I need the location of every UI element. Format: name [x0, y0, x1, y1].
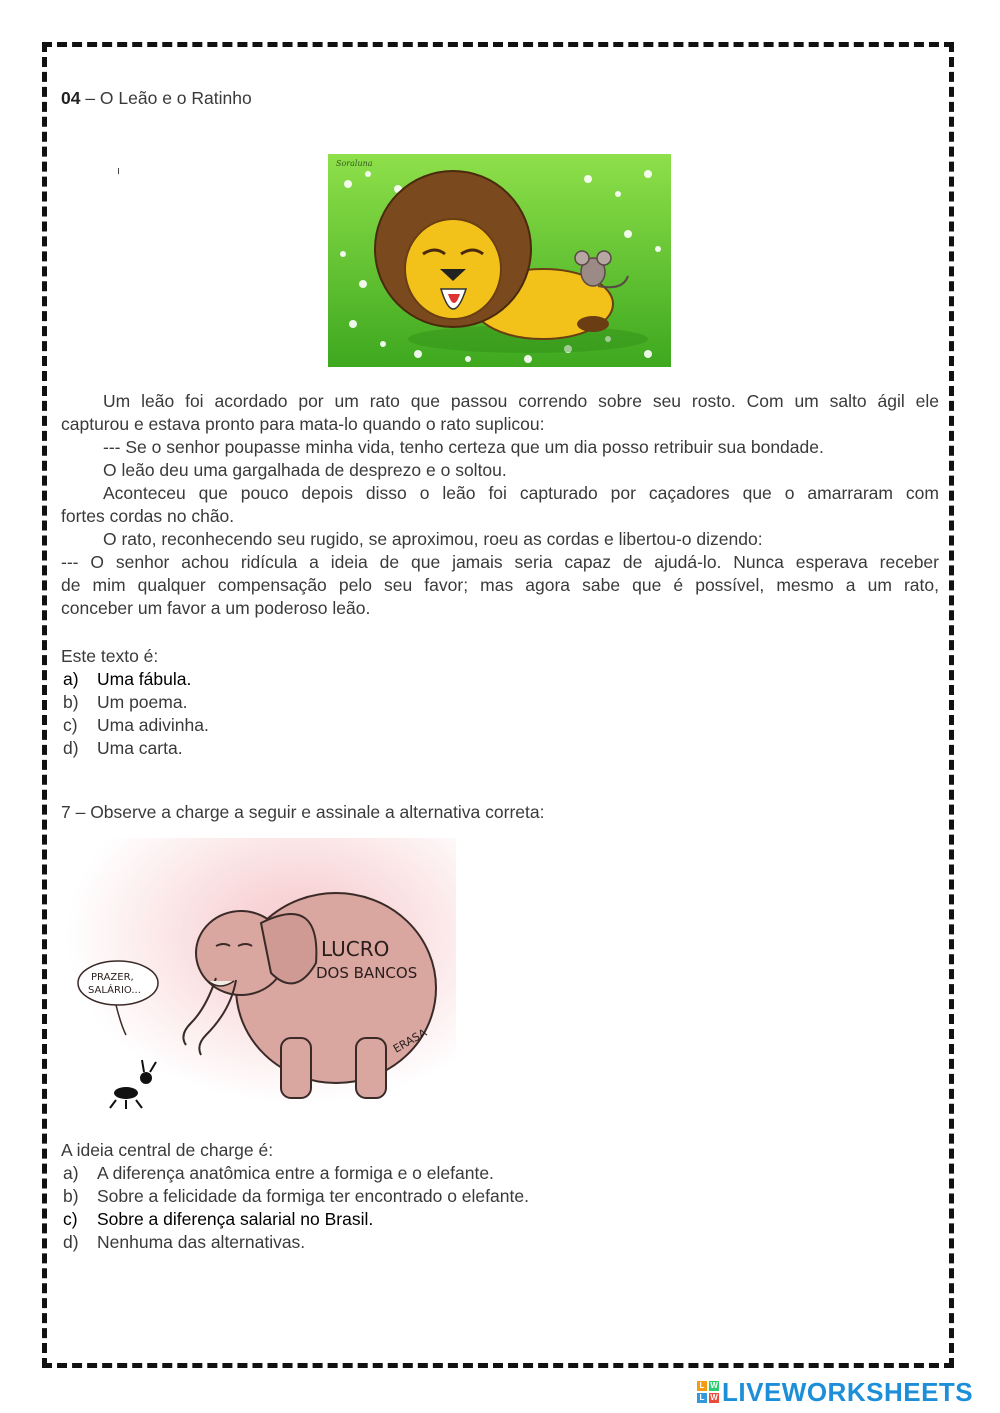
option-letter: d): [63, 738, 79, 758]
question-7-option-c[interactable]: [63, 1208, 373, 1231]
option-text: Uma carta.: [97, 738, 183, 758]
speech-line1: PRAZER,: [91, 972, 134, 983]
speech-line2: SALÁRIO...: [88, 985, 141, 996]
illustration-signature: Soraluna: [336, 159, 373, 168]
story-line: --- Se o senhor poupasse minha vida, tenho certeza que um dia posso retribuir sua bondade.: [103, 437, 824, 457]
question-4-prompt: Este texto é:: [61, 646, 159, 666]
option-text: Uma fábula.: [97, 669, 192, 689]
question-7-title: 7 – Observe a charge a seguir e assinale a alternativa correta:: [61, 802, 545, 822]
option-letter: c): [63, 1209, 78, 1229]
story-line: Um leão foi acordado por um rato que passou correndo sobre seu rosto. Com um salto ágil ele: [103, 391, 939, 411]
logo-text: LIVEWORKSHEETS: [722, 1376, 974, 1407]
story-line: fortes cordas no chão.: [61, 506, 235, 526]
question-4-option-d[interactable]: [63, 737, 183, 760]
question-7-option-a[interactable]: [63, 1162, 494, 1185]
question-4-number: 04: [61, 88, 81, 108]
elephant-cartoon: [66, 838, 456, 1118]
question-4-title: [61, 87, 252, 110]
elephant-label-line2: DOS BANCOS: [316, 964, 418, 982]
question-4-option-b[interactable]: [63, 691, 187, 714]
stray-mark: [118, 168, 119, 174]
story-line: --- O senhor achou ridícula a ideia de que jamais seria capaz de ajudá-lo. Nunca esperava receber: [61, 552, 939, 572]
story-line: Aconteceu que pouco depois disso o leão foi capturado por caçadores que o amarraram com: [103, 483, 939, 503]
story-line: de mim qualquer compensação pelo seu favor; mas agora sabe que é possível, mesmo a um rato,: [61, 575, 939, 595]
question-7-option-b[interactable]: [63, 1185, 529, 1208]
option-letter: c): [63, 715, 78, 735]
question-7-option-d[interactable]: [63, 1231, 305, 1254]
option-letter: a): [63, 1163, 79, 1183]
logo-grid-icon: L W L W: [697, 1381, 719, 1403]
story-line: O leão deu uma gargalhada de desprezo e o soltou.: [103, 460, 507, 480]
option-text: Um poema.: [97, 692, 188, 712]
story-line: conceber um favor a um poderoso leão.: [61, 598, 371, 618]
lion-and-mouse-illustration: [328, 154, 671, 367]
option-letter: d): [63, 1232, 79, 1252]
story-line: capturou e estava pronto para mata-lo quando o rato suplicou:: [61, 414, 545, 434]
option-text: A diferença anatômica entre a formiga e o elefante.: [97, 1163, 494, 1183]
cartoon-signature: ERASA: [391, 1026, 430, 1056]
story-line: O rato, reconhecendo seu rugido, se aproximou, roeu as cordas e libertou-o dizendo:: [103, 529, 763, 549]
question-4-title-text: – O Leão e o Ratinho: [80, 88, 252, 108]
option-letter: b): [63, 1186, 79, 1206]
option-text: Nenhuma das alternativas.: [97, 1232, 306, 1252]
elephant-label-line1: LUCRO: [321, 937, 390, 961]
option-letter: a): [63, 669, 79, 689]
liveworksheets-logo[interactable]: [697, 1378, 973, 1406]
question-7-prompt: A ideia central de charge é:: [61, 1140, 274, 1160]
question-4-option-c[interactable]: [63, 714, 209, 737]
option-text: Sobre a diferença salarial no Brasil.: [97, 1209, 374, 1229]
option-text: Uma adivinha.: [97, 715, 209, 735]
option-letter: b): [63, 692, 79, 712]
option-text: Sobre a felicidade da formiga ter encontrado o elefante.: [97, 1186, 529, 1206]
question-4-option-a[interactable]: [63, 668, 191, 691]
fable-text: [61, 390, 939, 620]
